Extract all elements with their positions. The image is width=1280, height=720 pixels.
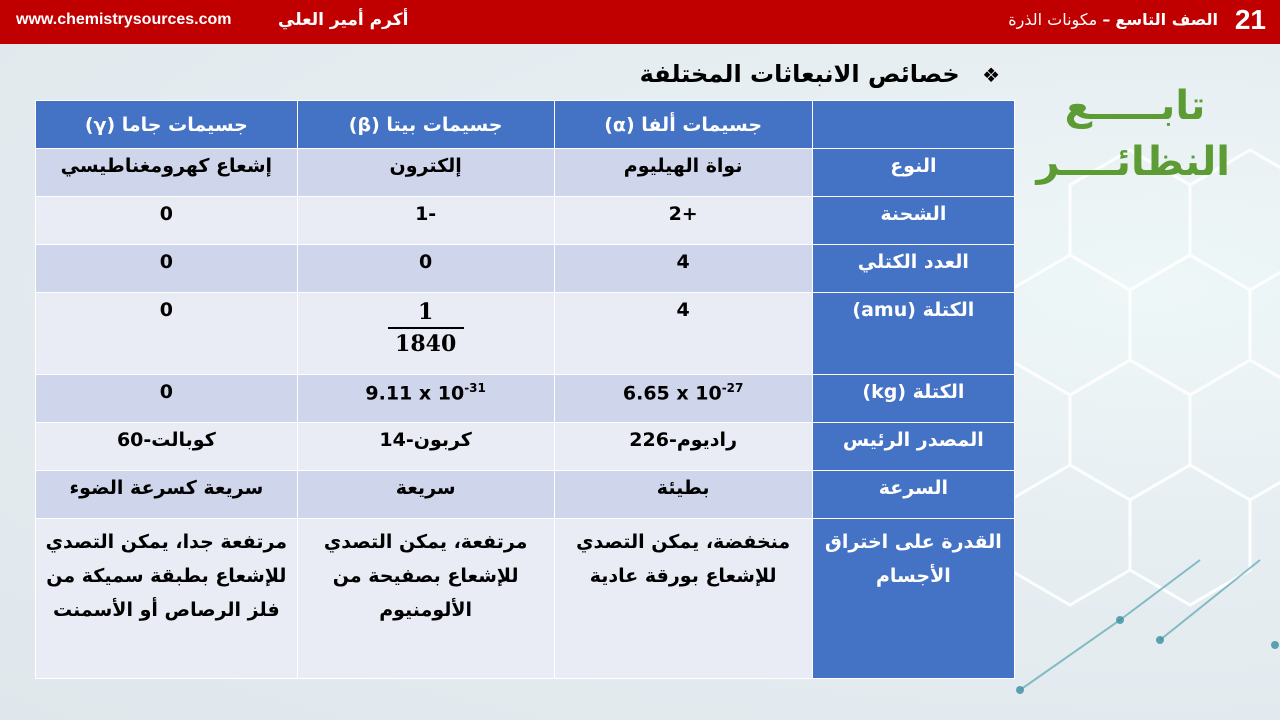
row-label: العدد الكتلي — [812, 245, 1014, 293]
header-cell-empty — [812, 101, 1014, 149]
cell-alpha: 2+ — [554, 197, 812, 245]
row-label: القدرة على اختراق الأجسام — [812, 519, 1014, 679]
cell-alpha: منخفضة، يمكن التصدي للإشعاع بورقة عادية — [554, 519, 812, 679]
website-url[interactable]: www.chemistrysources.com — [16, 11, 232, 28]
row-label: السرعة — [812, 471, 1014, 519]
side-title-line-2: النظائــــر — [1036, 139, 1230, 185]
cell-alpha: راديوم-226 — [554, 423, 812, 471]
cell-beta: 0 — [297, 245, 554, 293]
table-row — [36, 375, 1015, 423]
lesson-name: مكونات الذرة — [1008, 10, 1098, 29]
cell-beta: 1- — [297, 197, 554, 245]
sci-base: 9.11 x 10 — [365, 382, 465, 405]
row-label: النوع — [812, 149, 1014, 197]
cell-gamma: 0 — [36, 375, 298, 423]
slide-title-text: خصائص الانبعاثات المختلفة — [639, 60, 960, 88]
cell-gamma: 0 — [36, 197, 298, 245]
header-cell-gamma: جسيمات جاما (γ) — [36, 101, 298, 149]
radiation-properties-table — [35, 100, 1015, 679]
table-header-row — [36, 101, 1015, 149]
cell-alpha — [554, 375, 812, 423]
cell-alpha: 4 — [554, 245, 812, 293]
table-row — [36, 245, 1015, 293]
side-title-line-1: تابـــــع — [1064, 83, 1206, 129]
sci-exponent: -31 — [464, 381, 486, 395]
table-row — [36, 423, 1015, 471]
side-title — [1036, 78, 1230, 190]
grade-label: الصف التاسع — [1115, 10, 1218, 29]
cell-alpha: 4 — [554, 293, 812, 375]
diamond-bullet-icon: ❖ — [982, 63, 1000, 87]
cell-gamma: سريعة كسرعة الضوء — [36, 471, 298, 519]
table-row — [36, 197, 1015, 245]
author-name: أكرم أمير العلي — [278, 10, 409, 30]
cell-gamma: كوبالت-60 — [36, 423, 298, 471]
cell-gamma: 0 — [36, 245, 298, 293]
cell-alpha: بطيئة — [554, 471, 812, 519]
fraction-denominator: 1840 — [395, 331, 457, 357]
cell-beta: إلكترون — [297, 149, 554, 197]
cell-beta: سريعة — [297, 471, 554, 519]
header-separator: – — [1102, 10, 1111, 29]
header-cell-beta: جسيمات بيتا (β) — [297, 101, 554, 149]
table-row — [36, 293, 1015, 375]
fraction — [388, 299, 464, 357]
page-number: 21 — [1234, 4, 1266, 35]
table-row — [36, 471, 1015, 519]
header-cell-alpha: جسيمات ألفا (α) — [554, 101, 812, 149]
fraction-numerator: 1 — [417, 299, 434, 325]
sci-exponent: -27 — [721, 381, 744, 395]
header-bar — [0, 0, 1280, 44]
cell-gamma: 0 — [36, 293, 298, 375]
fraction-bar — [388, 327, 464, 329]
row-label: الكتلة (amu) — [812, 293, 1014, 375]
cell-gamma: إشعاع كهرومغناطيسي — [36, 149, 298, 197]
row-label: الكتلة (kg) — [812, 375, 1014, 423]
row-label: الشحنة — [812, 197, 1014, 245]
lesson-info — [1008, 10, 1218, 29]
table-row — [36, 149, 1015, 197]
cell-beta: كربون-14 — [297, 423, 554, 471]
cell-alpha: نواة الهيليوم — [554, 149, 812, 197]
row-label: المصدر الرئيس — [812, 423, 1014, 471]
cell-beta — [297, 375, 554, 423]
sci-base: 6.65 x 10 — [622, 382, 722, 405]
cell-beta: مرتفعة، يمكن التصدي للإشعاع بصفيحة من الألومنيوم — [297, 519, 554, 679]
cell-gamma: مرتفعة جدا، يمكن التصدي للإشعاع بطبقة سميكة من فلز الرصاص أو الأسمنت — [36, 519, 298, 679]
cell-beta — [297, 293, 554, 375]
slide-title — [560, 60, 1000, 88]
table-row — [36, 519, 1015, 679]
